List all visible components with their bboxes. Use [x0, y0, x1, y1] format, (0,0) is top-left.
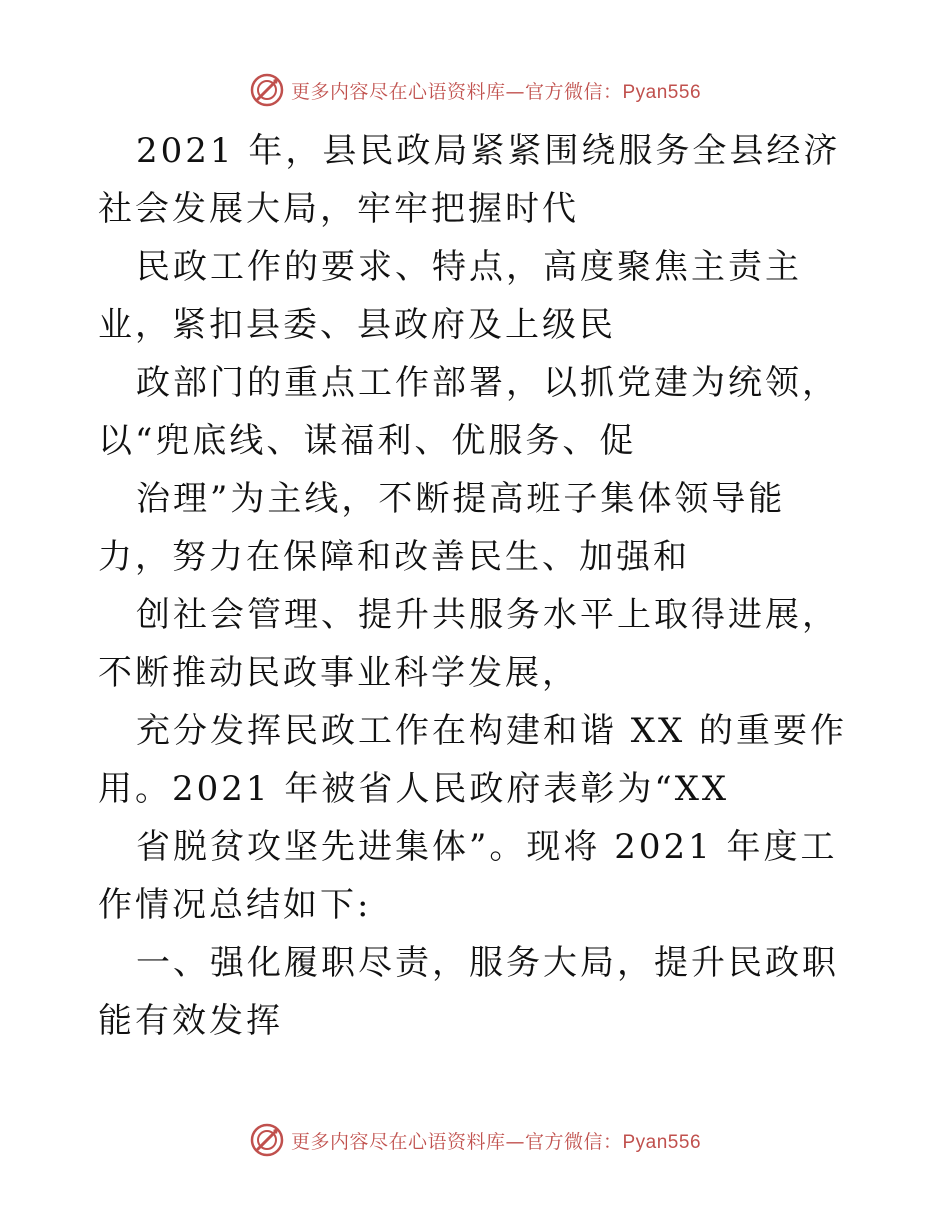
logo-icon	[249, 72, 285, 108]
banner-main-text: 更多内容尽在心语资料库	[290, 1130, 506, 1153]
banner-main-text: 更多内容尽在心语资料库	[290, 80, 506, 103]
banner-wechat-label: 官方微信：	[524, 1130, 623, 1153]
banner-wechat-label: 官方微信：	[524, 80, 623, 103]
banner-wechat-id: Pyan556	[622, 81, 702, 103]
paragraph: 2021 年，县民政局紧紧围绕服务全县经济社会发展大局，牢牢把握时代	[98, 131, 841, 229]
paragraph: 创社会管理、提升共服务水平上取得进展，不断推动民政事业科学发展，	[98, 595, 839, 693]
paragraph: 省脱贫攻坚先进集体”。现将 2021 年度工作情况总结如下:	[98, 827, 838, 925]
paragraph: 政部门的重点工作部署，以抓党建为统领，以“兜底线、谋福利、优服务、促	[98, 363, 839, 461]
banner-separator: —	[505, 80, 525, 103]
paragraph: 充分发挥民政工作在构建和谐 XX 的重要作用。2021 年被省人民政府表彰为“XX	[98, 711, 848, 809]
footer-watermark-banner	[0, 1120, 950, 1160]
banner-separator: —	[505, 1130, 525, 1153]
banner-text	[291, 1127, 701, 1154]
logo-icon	[249, 1122, 285, 1158]
banner-wechat-id: Pyan556	[622, 1131, 702, 1153]
banner-text	[291, 77, 701, 104]
paragraph: 治理”为主线，不断提高班子集体领导能力，努力在保障和改善民生、加强和	[98, 479, 786, 577]
header-watermark-banner	[0, 70, 950, 110]
section-heading: 一、强化履职尽责，服务大局，提升民政职能有效发挥	[98, 943, 839, 1041]
paragraph: 民政工作的要求、特点，高度聚焦主责主业，紧扣县委、县政府及上级民	[98, 247, 802, 345]
document-body	[98, 122, 858, 1050]
